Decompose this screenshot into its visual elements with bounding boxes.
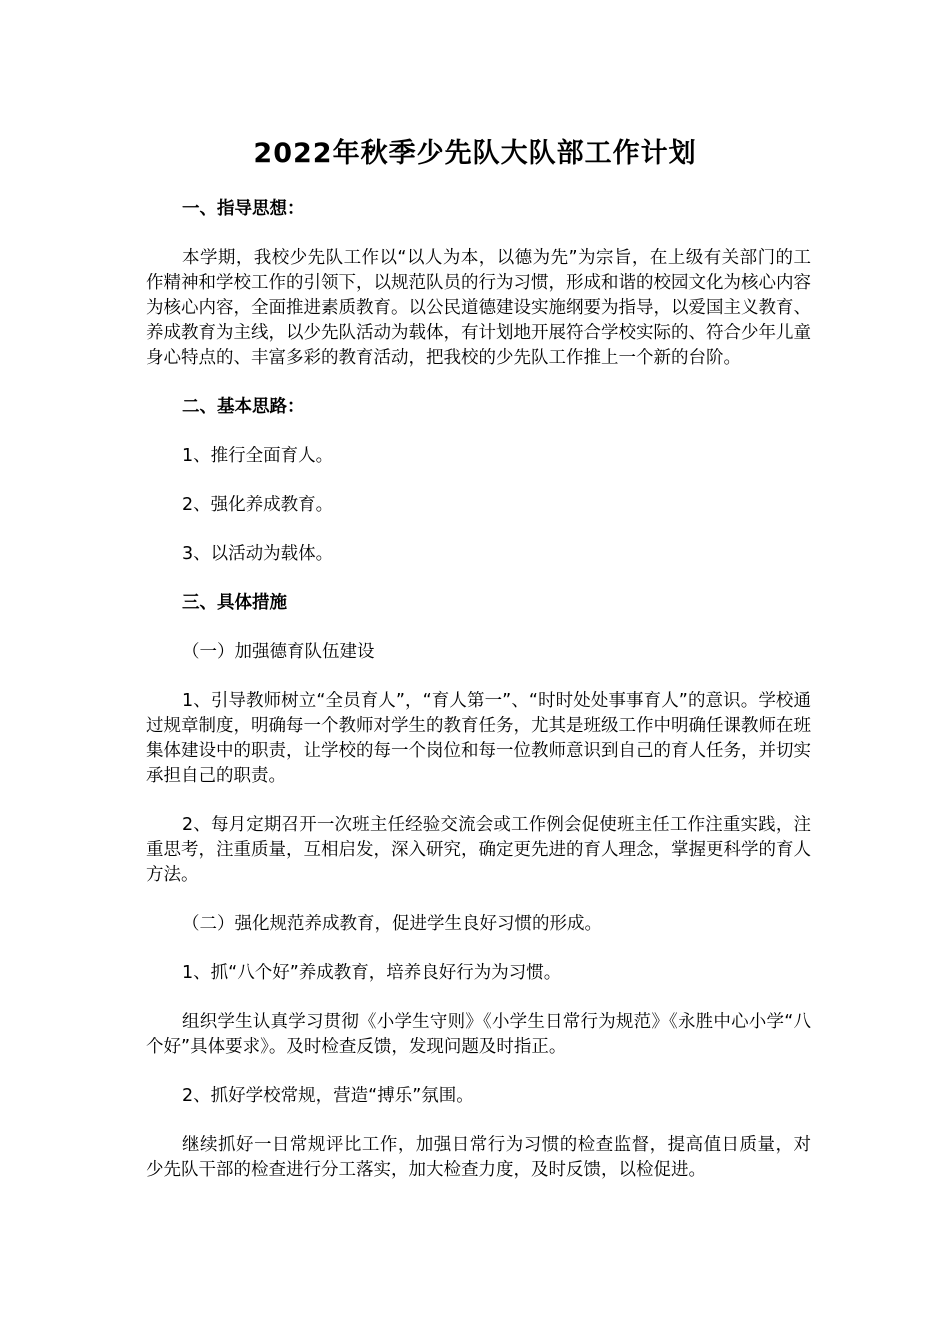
section-heading-guiding-ideology: 一、指导思想： xyxy=(182,199,305,219)
list-item-approach-1: 1、推行全面育人。 xyxy=(182,446,334,466)
document-title: 2022年秋季少先队大队部工作计划 xyxy=(253,138,697,169)
list-item-approach-2: 2、强化养成教育。 xyxy=(182,495,334,515)
subheading-habit-education: （二）强化规范养成教育，促进学生良好习惯的形成。 xyxy=(182,914,602,934)
subheading-team-building: （一）加强德育队伍建设 xyxy=(182,642,375,662)
paragraph-measure-2-2-detail: 继续抓好一日常规评比工作，加强日常行为习惯的检查监督，提高值日质量，对少先队干部的检查进行分工落实，加大检查力度，及时反馈，以检促进。 xyxy=(146,1135,811,1180)
paragraph-measure-2-1-detail: 组织学生认真学习贯彻《小学生守则》《小学生日常行为规范》《永胜中心小学“八个好”具体要求》。及时检查反馈，发现问题及时指正。 xyxy=(146,1012,811,1057)
paragraph-measure-1-1: 1、引导教师树立“全员育人”，“育人第一”、“时时处处事事育人”的意识。学校通过规章制度，明确每一个教师对学生的教育任务，尤其是班级工作中明确任课教师在班集体建设中的职责，让学校的每一个岗位和每一位教师意识到自己的育人任务，并切实承担自己的职责。 xyxy=(146,691,811,786)
section-heading-measures: 三、具体措施 xyxy=(182,593,287,613)
section-heading-basic-approach: 二、基本思路： xyxy=(182,397,305,417)
paragraph-measure-2-1: 1、抓“八个好”养成教育，培养良好行为为习惯。 xyxy=(182,963,562,983)
paragraph-guiding-ideology: 本学期，我校少先队工作以“以人为本，以德为先”为宗旨，在上级有关部门的工作精神和学校工作的引领下，以规范队员的行为习惯，形成和谐的校园文化为核心内容为核心内容，全面推进素质教育。以公民道德建设实施纲要为指导，以爱国主义教育、养成教育为主线，以少先队活动为载体，有计划地开展符合学校实际的、符合少年儿童身心特点的、丰富多彩的教育活动，把我校的少先队工作推上一个新的台阶。 xyxy=(146,248,811,368)
document-body xyxy=(146,197,811,1207)
paragraph-measure-2-2: 2、抓好学校常规，营造“搏乐”氛围。 xyxy=(182,1086,474,1106)
paragraph-measure-1-2: 2、每月定期召开一次班主任经验交流会或工作例会促使班主任工作注重实践，注重思考，注重质量，互相启发，深入研究，确定更先进的育人理念，掌握更科学的育人方法。 xyxy=(146,815,811,885)
list-item-approach-3: 3、以活动为载体。 xyxy=(182,544,334,564)
